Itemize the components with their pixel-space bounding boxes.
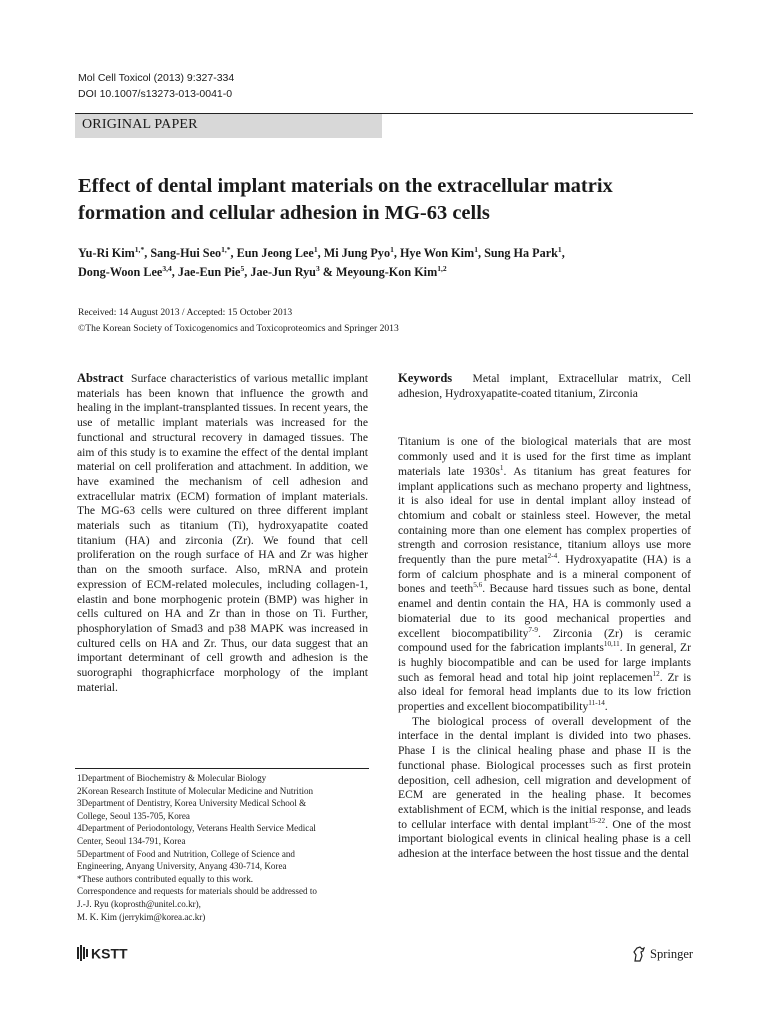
footnote: 1Department of Biochemistry & Molecular Biology (77, 773, 267, 783)
body-text: . (604, 700, 608, 714)
body-text: . Hydroxyapatite (HA) is a form of calcium phosphate and is a mineral component of bones and teeth (398, 553, 691, 596)
kstt-logo (76, 943, 148, 963)
citation: 10,11 (603, 640, 620, 649)
citation: 2-4 (547, 552, 558, 561)
body-text: . As titanium has great features for implant applications such as mechano property and lightness, it is also ideal for use in dental implant alloy instead of chtomium and cobalt or stainless steel. However, the metal containing more than one element has complex properties of strength and corrosion resistance, titanium alloys use more frequently than the pure metal (398, 464, 691, 567)
keywords (398, 371, 691, 401)
body-column (398, 371, 691, 862)
body-text: . Zirconia (Zr) is ceramic compound used for the fabrication implants (398, 626, 691, 655)
footnote: J.-J. Ryu (koprosth@unitel.co.kr), (77, 898, 201, 909)
body-text: Titanium is one of the biological materials that are most commonly used and it is used for the first time as implant materials late 1930s (398, 435, 691, 478)
citation: 7-9 (528, 625, 539, 634)
citation: 1 (499, 463, 504, 472)
footnote: 2Korean Research Institute of Molecular Medicine and Nutrition (77, 785, 314, 796)
received-accepted: Received: 14 August 2013 / Accepted: 15 October 2013 (78, 307, 293, 318)
keywords-heading: Keywords (398, 371, 453, 385)
footnote: Engineering, Anyang University, Anyang 430-714, Korea (77, 861, 287, 872)
keywords-text: Metal implant, Extracellular matrix, Cell adhesion, Hydroxyapatite-coated titanium, Zirconia (398, 372, 691, 400)
article-title: Effect of dental implant materials on the extracellular matrix formation and cellular adhesion in MG-63 cells (78, 175, 613, 224)
footnote-rule (75, 768, 369, 769)
section-label: ORIGINAL PAPER (82, 117, 198, 132)
body-text: . In general, Zr is hughly biocompatible and can be used for large implants such as femoral head and total hip joint replacemen (398, 641, 691, 684)
footnotes (77, 772, 369, 923)
springer-horse-icon (632, 945, 646, 963)
footnote: M. K. Kim (jerrykim@korea.ac.kr) (77, 911, 206, 922)
publication-dates (78, 305, 698, 337)
abstract-heading: Abstract (77, 371, 124, 385)
body-text: . Because hard tissues such as bone, dental enamel and dentin contain the HA, HA is commonly used a biomaterial due to its good mechanical properties and excellent biocompatibility (398, 582, 691, 640)
footnote: College, Seoul 135-705, Korea (77, 810, 190, 821)
citation: 11-14 (588, 699, 605, 708)
copyright-notice: ©The Korean Society of Toxicogenomics and Toxicoproteomics and Springer 2013 (78, 323, 399, 334)
journal-citation: Mol Cell Toxicol (2013) 9:327-334 (78, 72, 235, 84)
body-text: The biological process of overall development of the interface in the dental implant is divided into two phases. Phase I is the clinical healing phase and phase II is the functional phase. Biological processes such as first protein deposition, cell adhesion, cell migration and development of ECM are generated in the healing phase. It becomes extablishment of ECM, which is the initial response, and leads to cellular interface with dental implant (398, 714, 691, 831)
springer-logo (632, 943, 693, 965)
footnote: 4Department of Periodontology, Veterans Health Service Medical (77, 823, 316, 834)
abstract (77, 371, 368, 695)
footnote: 5Department of Food and Nutrition, College of Science and (77, 848, 295, 859)
journal-reference (78, 70, 234, 102)
citation: 12 (652, 669, 660, 678)
citation: 15-22 (588, 816, 606, 825)
footnote: 3Department of Dentistry, Korea University Medical School & (77, 798, 307, 809)
citation: 5,6 (473, 581, 483, 590)
body-paragraph-2 (398, 715, 691, 862)
body-text: . One of the most important biological events in clinical healing phase is a cell adhesion at the interface between the host tissue and the dental (398, 817, 691, 861)
authors-line-2: Dong-Woon Lee$^{3,4}$, Jae-Eun Pie$^5$, Jae-Jun Ryu$^3$ & Meyoung-Kon Kim$^{1,2}$ (78, 263, 447, 279)
body-text: . Zr is also ideal for femoral head implants due to its low friction properties and excellent biocompatibility (398, 670, 692, 714)
footnote: *These authors contributed equally to this work. (77, 873, 254, 884)
springer-logo-text: Springer (650, 946, 694, 961)
doi: DOI 10.1007/s13273-013-0041-0 (78, 88, 233, 100)
kstt-logo-text: KSTT (91, 945, 128, 962)
authors-line-1: Yu-Ri Kim$^{1,*}$, Sang-Hui Seo$^{1,*}$, Eun Jeong Lee$^1$, Mi Jung Pyo$^1$, Hye Won Kim$^1$, Sung Ha Park$^1$, (78, 244, 565, 260)
body-paragraph-1 (398, 435, 691, 714)
footnote: Correspondence and requests for materials should be addressed to (77, 886, 317, 897)
abstract-text: Surface characteristics of various metallic implant materials has been known that influence the growth and healing in the implant-transplanted tissues. In recent years, the use of metallic implant materials was increased for the functional and structural recovery in damaged tissues. The aim of this study is to examine the effect of the dental implant material on cell proliferation and attachment. In addition, we have examined the mechanism of cell adhesion and extracellular matrix (ECM) formation of implant materials. The MG-63 cells were cultured on three different implant materials such as titanium (Ti), hydroxyapatite coated titanium (HA) and zirconia (Zr). We found that cell proliferation on the rough surface of HA and Zr was higher than on the smooth surface. Also, mRNA and protein expression of ECM-related molecules, including collagen-1, elastin and bone morphogenic protein (BMP) was higher in cells cultured on HA and Zr than in those on Ti. Further, phosphorylation of Smad3 and p38 MAPK was increased in cultured cells on HA and Zr. Thus, our data suggest that an important determinant of cell growth and adhesion is the suorographi thographicrface morphology of the implant material. (77, 372, 369, 694)
abstract-column (77, 371, 368, 695)
footnote: Center, Seoul 134-791, Korea (77, 835, 186, 846)
author-list (78, 244, 698, 282)
